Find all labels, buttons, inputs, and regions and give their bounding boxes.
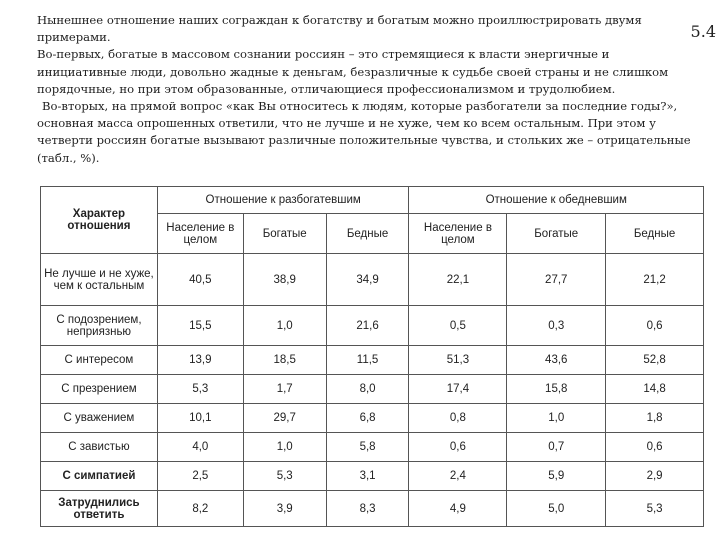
table-cell: 14,8 (606, 375, 704, 404)
table-row (41, 462, 704, 491)
table-cell: 52,8 (606, 346, 704, 375)
table-row (41, 433, 704, 462)
table-row (41, 306, 704, 346)
table-cell: 0,6 (409, 433, 507, 462)
table-cell: 34,9 (326, 254, 409, 306)
table-cell: 2,4 (409, 462, 507, 491)
row-label: Затруднились ответить (41, 491, 158, 527)
table-cell: 5,3 (606, 491, 704, 527)
table-cell: 10,1 (157, 404, 243, 433)
table-cell: 5,0 (507, 491, 606, 527)
table-cell: 0,6 (606, 433, 704, 462)
row-label: С завистью (41, 433, 158, 462)
row-header-cell: Характер отношения (41, 187, 158, 254)
row-label: Не лучше и не хуже, чем к остальным (41, 254, 158, 306)
table-cell: 1,0 (507, 404, 606, 433)
table-cell: 8,3 (326, 491, 409, 527)
row-label: С подозрением, неприязнью (41, 306, 158, 346)
table-row (41, 404, 704, 433)
table-cell: 5,3 (157, 375, 243, 404)
table-cell: 3,9 (243, 491, 326, 527)
table-cell: 5,3 (243, 462, 326, 491)
table-cell: 0,6 (606, 306, 704, 346)
group-header-rich: Отношение к разбогатевшим (157, 187, 409, 214)
table-cell: 5,8 (326, 433, 409, 462)
table-cell: 22,1 (409, 254, 507, 306)
table-cell: 21,6 (326, 306, 409, 346)
table-cell: 8,0 (326, 375, 409, 404)
table-cell: 18,5 (243, 346, 326, 375)
attitude-table (40, 186, 704, 527)
subheader-poor-rich: Богатые (507, 214, 606, 254)
body-text (37, 12, 692, 167)
table-row (41, 346, 704, 375)
table-cell: 43,6 (507, 346, 606, 375)
subheader-poor-poor: Бедные (606, 214, 704, 254)
subheader-rich-poor: Бедные (326, 214, 409, 254)
table-cell: 5,9 (507, 462, 606, 491)
subheader-rich-rich: Богатые (243, 214, 326, 254)
page-number: 5.4 (690, 22, 716, 41)
table-row (41, 254, 704, 306)
table-cell: 38,9 (243, 254, 326, 306)
table-cell: 0,8 (409, 404, 507, 433)
table-cell: 3,1 (326, 462, 409, 491)
table-cell: 13,9 (157, 346, 243, 375)
table-cell: 1,8 (606, 404, 704, 433)
table-row (41, 375, 704, 404)
table-row (41, 491, 704, 527)
table-cell: 8,2 (157, 491, 243, 527)
table-cell: 15,8 (507, 375, 606, 404)
paragraph-intro: Нынешнее отношение наших сограждан к богатству и богатым можно проиллюстрировать двумя примерами. (37, 13, 642, 45)
table-cell: 4,0 (157, 433, 243, 462)
row-label: С симпатией (41, 462, 158, 491)
table-cell: 1,0 (243, 433, 326, 462)
table-cell: 11,5 (326, 346, 409, 375)
table-cell: 6,8 (326, 404, 409, 433)
paragraph-first: Во-первых, богатые в массовом сознании россиян – это стремящиеся к власти энергичные и инициативные люди, довольно жадные к деньгам, безразличные к судьбе своей страны и не слишком порядочные, но при этом образованные, отличающиеся профессионализмом и трудолюбием. (37, 47, 669, 96)
table-cell: 4,9 (409, 491, 507, 527)
table-cell: 1,7 (243, 375, 326, 404)
group-header-poor: Отношение к обедневшим (409, 187, 704, 214)
table-cell: 21,2 (606, 254, 704, 306)
table-cell: 0,5 (409, 306, 507, 346)
table-cell: 2,5 (157, 462, 243, 491)
table-cell: 51,3 (409, 346, 507, 375)
row-label: С презрением (41, 375, 158, 404)
table-cell: 17,4 (409, 375, 507, 404)
subheader-poor-population: Население в целом (409, 214, 507, 254)
row-label: С уважением (41, 404, 158, 433)
table-cell: 0,7 (507, 433, 606, 462)
row-label: С интересом (41, 346, 158, 375)
paragraph-second: Во-вторых, на прямой вопрос «как Вы относитесь к людям, которые разбогатели за последние годы?», основная масса опрошенных ответили, что не лучше и не хуже, чем ко всем остальным. При этом у четверти россиян богатые вызывают различные положительные чувства, и стольких же – отрицательные (табл., %). (37, 99, 691, 165)
subheader-rich-population: Население в целом (157, 214, 243, 254)
table-cell: 2,9 (606, 462, 704, 491)
table-cell: 0,3 (507, 306, 606, 346)
table-cell: 29,7 (243, 404, 326, 433)
table-cell: 1,0 (243, 306, 326, 346)
table-cell: 27,7 (507, 254, 606, 306)
table-cell: 40,5 (157, 254, 243, 306)
table-cell: 15,5 (157, 306, 243, 346)
